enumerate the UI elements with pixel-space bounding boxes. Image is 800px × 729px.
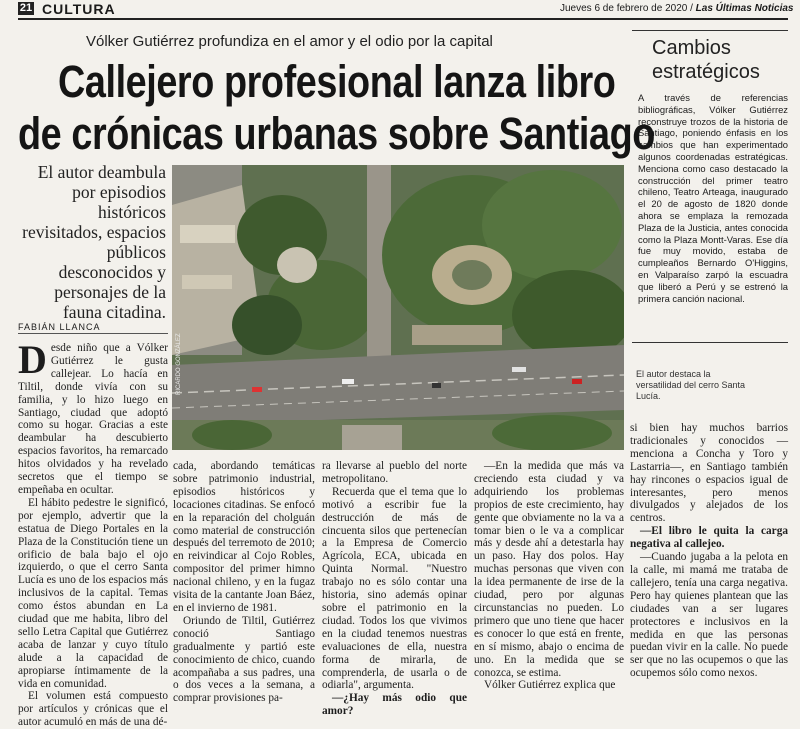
headline-line-1: Callejero profesional lanza libro [58, 56, 616, 107]
paragraph-text: esde niño que a Vólker Gutiérrez le gusta callejear. Lo hacía en Tiltil, donde vivía con su familia, y lo hizo luego en Santiago, ciudad que adoptó como su hogar. Gracias a este deambular ha descubierto espacios favoritos, ha remarcado hitos olvidados y ha revelado secretos que el tiempo se empeñaba en ocultar. [18, 342, 168, 496]
page-number: 21 [19, 2, 33, 14]
article-kicker: Vólker Gutiérrez profundiza en el amor y el odio por la capital [86, 33, 493, 50]
drop-cap: D [18, 337, 47, 382]
interview-question: —El libro le quita la carga negativa al callejeo. [630, 525, 788, 551]
issue-date: Jueves 6 de febrero de 2020 [560, 3, 688, 14]
aerial-photo [172, 165, 624, 450]
sidebar-body: A través de referencias bibliográficas, Vólker Gutiérrez reconstruye trozos de la historia de Santiago, poniendo énfasis en los cambios que han experimentado algunos coordenadas estratégicas. Menciona como caso destacado la construcción del primer teatro chileno, Teatro Arteaga, inaugurado el 20 de agosto de 1820 donde ahora se emplaza la remozada Plaza de la Justicia, antes conocida como la Plaza Montt-Varas. Ese día fue muy movido, estaba de cumpleaños Bernardo O'Higgins, en Valparaíso zarpó la escuadra que liberó a Perú y se estrenó la primera canción nacional. [638, 92, 788, 304]
paragraph: ra llevarse al pueblo del norte metropolitano. [322, 460, 467, 485]
article-column-2 [173, 460, 315, 705]
sidebar-title-text: Cambios estratégicos [652, 37, 760, 83]
newspaper-name: Las Últimas Noticias [695, 3, 794, 14]
paragraph [18, 337, 168, 497]
paragraph: —En la medida que más va creciendo esta ciudad y va adquiriendo los problemas propios de este crecimiento, hay gente que obviamente no la va a tomar bien o le va a complicar más y desde ahí a detestarla hay un paso. Hay dos polos. Hay muchas personas que viven con la idea permanente de irse de la ciudad, pero por algunas circunstancias no pueden. Lo primero que uno tiene que hacer es conocer lo que está en frente, en sí mismo, abajo o encima de uno. En la medida que se conozca, se estima. [474, 460, 624, 679]
article-column-4 [474, 460, 624, 692]
byline-rule [18, 333, 168, 334]
interview-question: —¿Hay más odio que amor? [322, 692, 467, 718]
paragraph: Recuerda que el tema que lo motivó a escribir fue la destrucción de más de cincuenta silos que pertenecían a la Empresa de Comercio Agrícola, ECA, ubicada en Quinta Normal. "Nuestro trabajo no es sólo contar una historia, sino además opinar sobre el patrimonio en la ciudad. Todos los que vivimos en la ciudad tenemos nuestras evaluaciones de ella, nuestra forma de mirarla, de comprenderla, de usarla o de odiarla", argumenta. [322, 485, 467, 692]
paragraph: El hábito pedestre le significó, por ejemplo, advertir que la estatua de Diego Portales en la Plaza de la Constitución tiene un orificio de bala bajo el ojo izquierdo, o que el cerro Santa Lucía es uno de los espacios más inclusivos de la capital. Temas como éstos abundan en La ciudad que me habita, libro del sello Letra Capital que Gutiérrez acaba de lanzar y cuyo título alude a la capacidad de apropiarse íntimamente de la vida en comunidad. [18, 496, 168, 690]
page-header [0, 0, 800, 18]
headline-line-2: de crónicas urbanas sobre Santiago [18, 108, 655, 159]
sidebar-bottom-rule [632, 342, 788, 343]
paragraph: —Cuando jugaba a la pelota en la calle, mi mamá me trataba de callejero, tenía una carga negativa. Pero hay quienes plantean que las ciudades van a ser lugares protectores e inclusivos en la medida en que las personas puedan vivir en la calle. No puede ser que no las ocupemos o que las ocupemos sólo como nexos. [630, 551, 788, 680]
header-rule [18, 18, 788, 20]
dateline-separator: / [690, 3, 693, 14]
byline: FABIÁN LLANCA [18, 322, 101, 332]
section-title: CULTURA [42, 1, 116, 17]
article-column-5 [630, 422, 788, 680]
sidebar-top-rule [632, 30, 788, 31]
paragraph: si bien hay muchos barrios tradicionales y conocidos —menciona a Concha y Toro y Lastarria—, en Santiago también hay rincones o espacios igual de interesantes, pero menos divulgados y alejados de los centros. [630, 422, 788, 525]
paragraph: Oriundo de Tiltil, Gutiérrez conoció Santiago gradualmente y partió este conocimiento de chico, cuando acompañaba a sus padres, una o dos veces a la semana, a comprar provisiones pa- [173, 614, 315, 705]
paragraph: Vólker Gutiérrez explica que [484, 679, 616, 692]
paragraph: El volumen está compuesto por artículos y crónicas que el autor acumuló en más de una dé- [18, 690, 168, 729]
article-column-3 [322, 460, 467, 718]
photo-credit: RICARDO GONZÁLEZ [176, 333, 182, 395]
sidebar-title [652, 36, 762, 84]
photo-caption: El autor destaca la versatilidad del cerro Santa Lucía. [636, 369, 746, 401]
dateline [560, 3, 793, 14]
paragraph: cada, abordando temáticas sobre patrimonio industrial, episodios históricos y locaciones citadinas. Se enfocó en la reparación del cholguán como material de construcción después del terremoto de 2010; en reivindicar al Cojo Robles, compositor del primer himno nacional chileno, y en la fugaz visita de la cantante Joan Báez, en el invierno de 1981. [173, 460, 315, 614]
article-column-1 [18, 337, 168, 729]
article-deck: El autor deambula por episodios históricos revisitados, espacios públicos desconocidos y personajes de la fauna citadina. [22, 162, 166, 322]
